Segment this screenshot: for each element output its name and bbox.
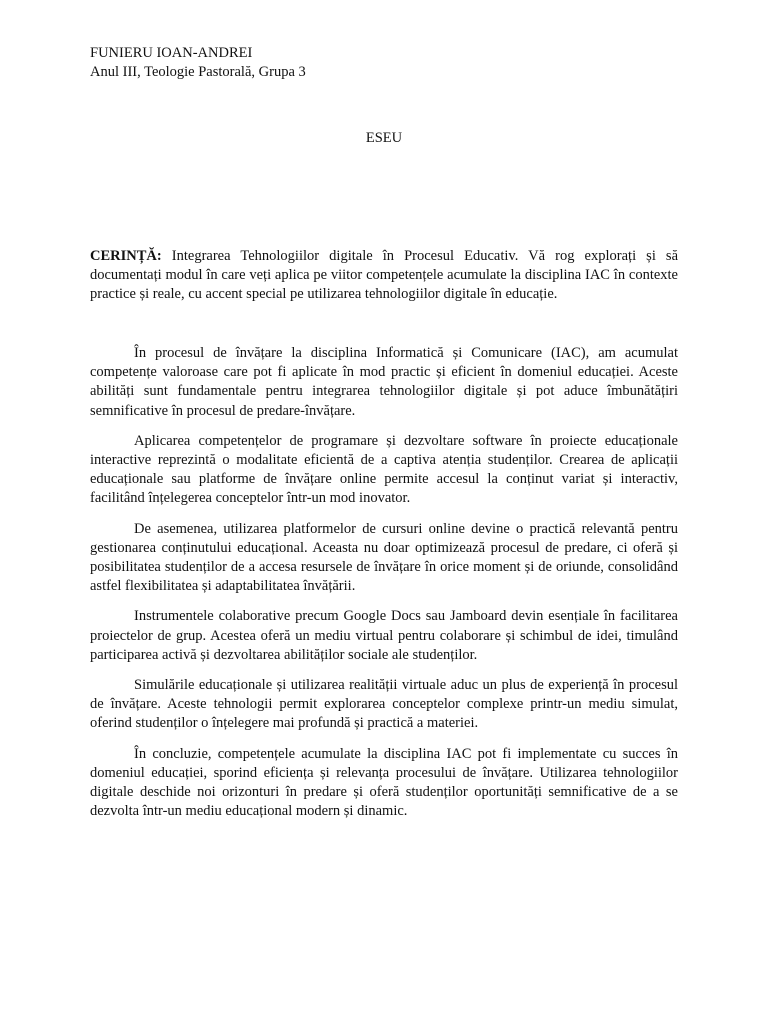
prompt-text: Integrarea Tehnologiilor digitale în Procesul Educativ. Vă rog explorați și să documentați modul în care veți aplica pe viitor competențele acumulate la disciplina IAC în contexte practice și reale, cu accent special pe utilizarea tehnologiilor digitale în educație. <box>90 248 679 303</box>
essay-paragraph-2: Aplicarea competențelor de programare și dezvoltare software în proiecte educaționale interactive reprezintă o modalitate eficientă de a captiva atenția studenților. Crearea de aplicații educaționale sau platforme de învățare online permite accesul la conținut variat și interactiv, facilitând înțelegerea conceptelor într-un mod inovator. <box>90 432 678 507</box>
document-title: ESEU <box>365 130 403 146</box>
prompt-label: CERINȚĂ: <box>90 248 162 264</box>
essay-paragraph-6: În concluzie, competențele acumulate la disciplina IAC pot fi implementate cu succes în domeniul educației, sporind eficiența și relevanța procesului de învățare. Utilizarea tehnologiilor digitale deschide noi orizonturi în predare și oferă studenților oportunități semnificative de a se dezvolta într-un mediu educațional modern și dinamic. <box>90 745 678 820</box>
student-group: Anul III, Teologie Pastorală, Grupa 3 <box>90 64 306 80</box>
essay-paragraph-3: De asemenea, utilizarea platformelor de cursuri online devine o practică relevantă pentru gestionarea conținutului educațional. Aceasta nu doar optimizează procesul de predare, ci oferă și posibilitatea studenților de a accesa resursele de învățare în orice moment și de oriunde, consolidând astfel flexibilitatea și adaptabilitatea învățării. <box>90 520 678 595</box>
essay-paragraph-5: Simulările educaționale și utilizarea realității virtuale aduc un plus de experiență în procesul de învățare. Aceste tehnologii permit explorarea conceptelor complexe printr-un mediu simulat, oferind studenților o înțelegere mai profundă și practică a materiei. <box>90 677 678 732</box>
essay-paragraph-4: Instrumentele colaborative precum Google Docs sau Jamboard devin esențiale în facilitarea proiectelor de grup. Acestea oferă un mediu virtual pentru colaborare și schimbul de idei, timulând participarea activă și dezvoltarea abilităților sociale ale studenților. <box>90 608 678 663</box>
author-name: FUNIERU IOAN-ANDREI <box>90 45 253 61</box>
document-header <box>90 44 306 82</box>
assignment-prompt <box>90 247 678 305</box>
essay-body <box>90 344 678 832</box>
essay-paragraph-1: În procesul de învățare la disciplina Informatică și Comunicare (IAC), am acumulat competențe valoroase care pot fi aplicate în mod practic și eficient în domeniul educației. Aceste abilități sunt fundamentale pentru integrarea tehnologiilor digitale și pot aduce îmbunătățiri semnificative în procesul de predare-învățare. <box>90 345 678 419</box>
